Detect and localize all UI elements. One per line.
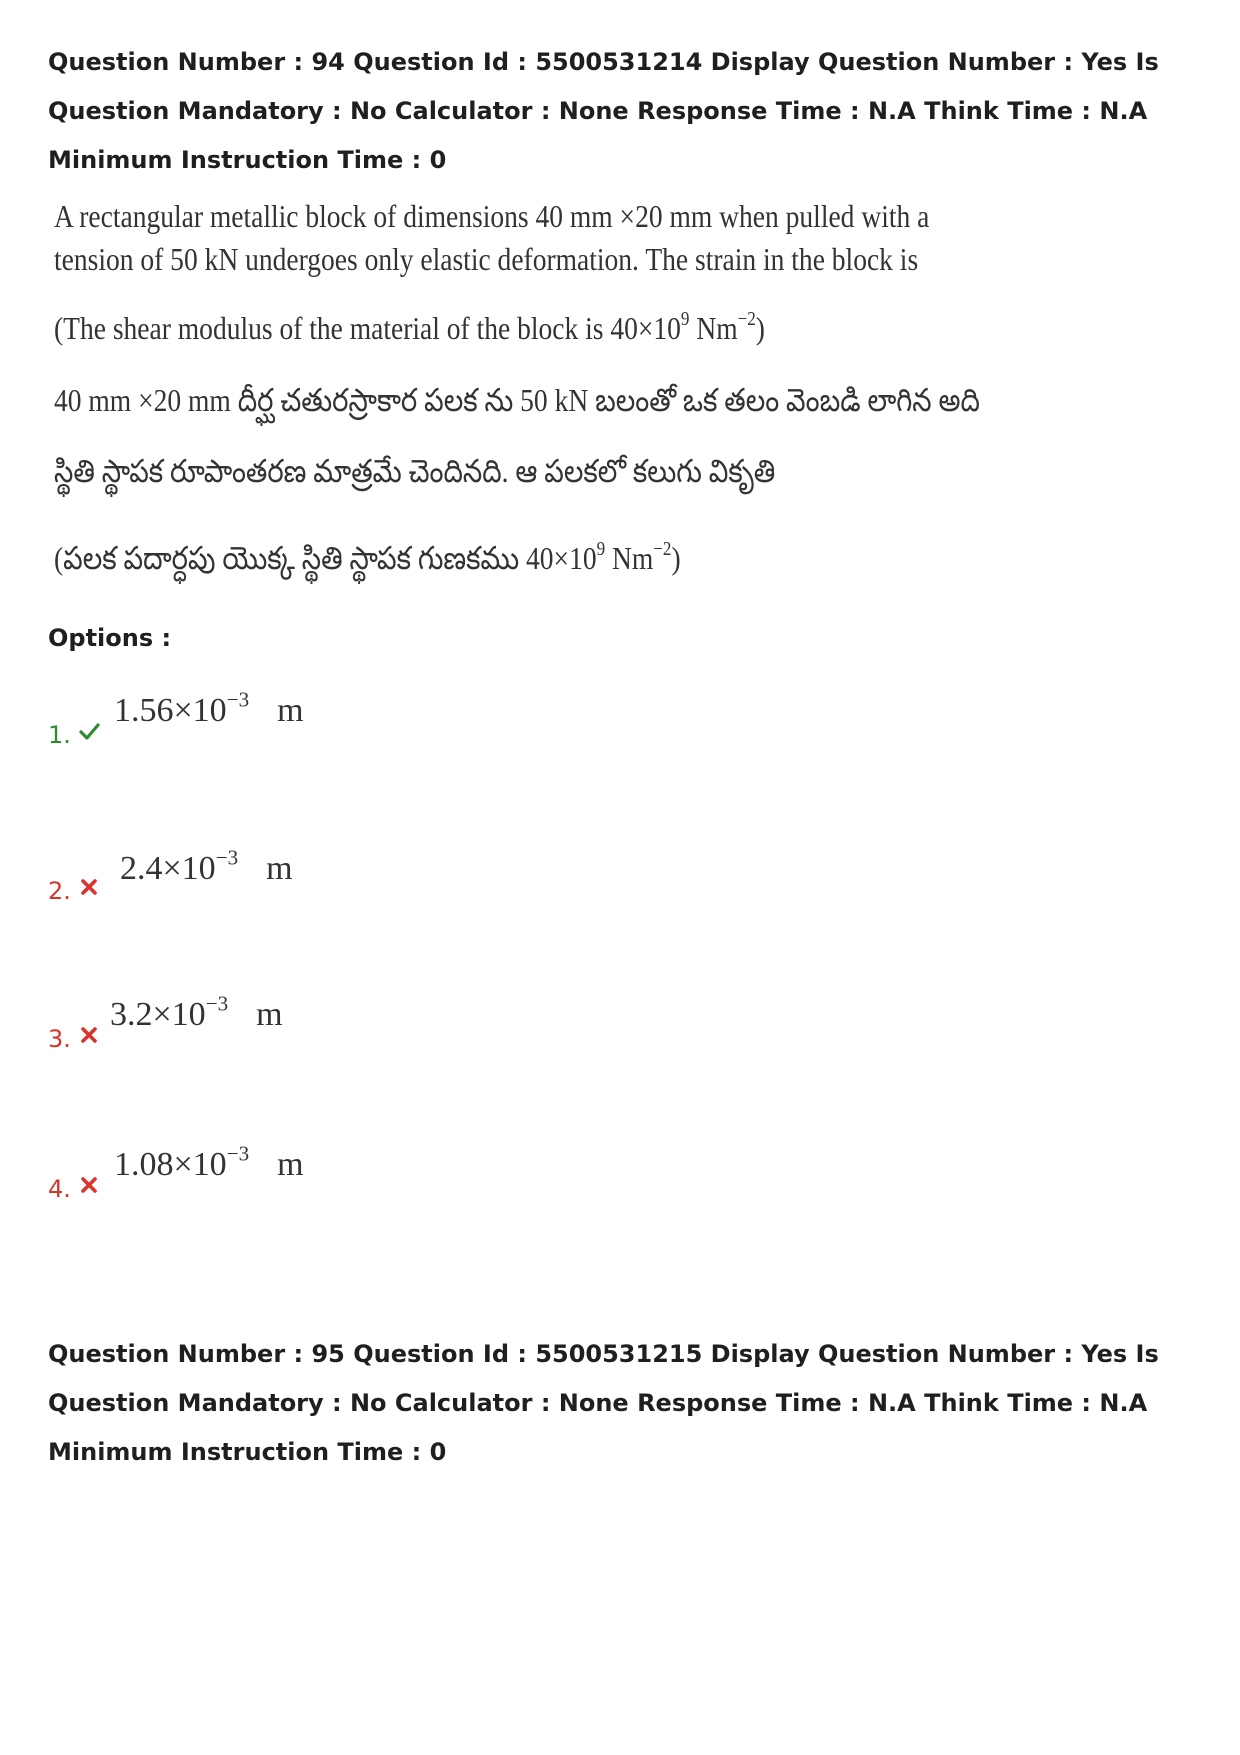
option-unit: m: [266, 850, 293, 887]
options-label: Options :: [48, 624, 172, 652]
unit-exponent: −2: [737, 308, 756, 331]
option-unit: m: [256, 996, 283, 1033]
unit-exponent-te: −2: [653, 538, 672, 561]
option-mantissa: 1.08×10: [114, 1146, 227, 1183]
option-value: [110, 991, 283, 1034]
option-3: [48, 991, 648, 1076]
option-number: 2.: [48, 877, 71, 905]
option-2: [48, 845, 648, 928]
cross-icon: [78, 1174, 100, 1196]
unit-text: Nm: [689, 310, 738, 346]
option-1: [48, 687, 648, 772]
option-number: 3.: [48, 1025, 71, 1053]
closing-paren: ): [755, 310, 765, 346]
question-text-te-line-3: [54, 540, 681, 585]
option-mantissa: 1.56×10: [114, 692, 227, 729]
question-text-te-line-2: స్థితి స్థాపక రూపాంతరణ మాత్రమే చెందినది. ఆ పలకలో కలుగు వికృతి: [54, 453, 776, 489]
unit-text-te: Nm: [605, 540, 654, 576]
option-exponent: −3: [205, 991, 229, 1016]
cross-icon: [78, 876, 100, 898]
option-value: [114, 1141, 304, 1184]
option-number: 4.: [48, 1175, 71, 1203]
question-text-te-line-1: 40 mm ×20 mm దీర్ఘ చతురస్రాకార పలక ను 50 kN బలంతో ఒక తలం వెంబడి లాగిన అది: [54, 382, 980, 418]
power-exponent-te: 9: [596, 538, 606, 561]
option-4: [48, 1141, 648, 1226]
question-text-en-line-2: tension of 50 kN undergoes only elastic deformation. The strain in the block is: [54, 241, 919, 277]
cross-icon: [78, 1024, 100, 1046]
question-94-meta: Question Number : 94 Question Id : 5500531214 Display Question Number : Yes Is Question Mandatory : No Calculator : None Response Time : N.A Think Time : N.A Minimum Instruction Time : 0: [48, 48, 1159, 174]
option-exponent: −3: [226, 1141, 250, 1166]
option-mantissa: 3.2×10: [110, 996, 206, 1033]
shear-modulus-text-te: (పలక పదార్ధపు యొక్క స్థితి స్థాపక గుణకము 40×10: [54, 540, 597, 576]
option-value: [114, 687, 304, 730]
question-95-meta: Question Number : 95 Question Id : 5500531215 Display Question Number : Yes Is Question Mandatory : No Calculator : None Response Time : N.A Think Time : N.A Minimum Instruction Time : 0: [48, 1340, 1159, 1466]
option-value: [120, 845, 293, 888]
question-text-en-line-3: [54, 310, 765, 347]
power-exponent: 9: [680, 308, 690, 331]
option-unit: m: [277, 692, 304, 729]
option-mantissa: 2.4×10: [120, 850, 216, 887]
closing-paren-te: ): [671, 540, 681, 576]
option-unit: m: [277, 1146, 304, 1183]
option-exponent: −3: [226, 687, 250, 712]
option-number: 1.: [48, 721, 71, 749]
option-exponent: −3: [215, 845, 239, 870]
shear-modulus-text: (The shear modulus of the material of the block is 40×10: [54, 310, 681, 346]
question-text-en-line-1: A rectangular metallic block of dimensions 40 mm ×20 mm when pulled with a: [54, 198, 930, 234]
check-icon: [78, 720, 100, 742]
